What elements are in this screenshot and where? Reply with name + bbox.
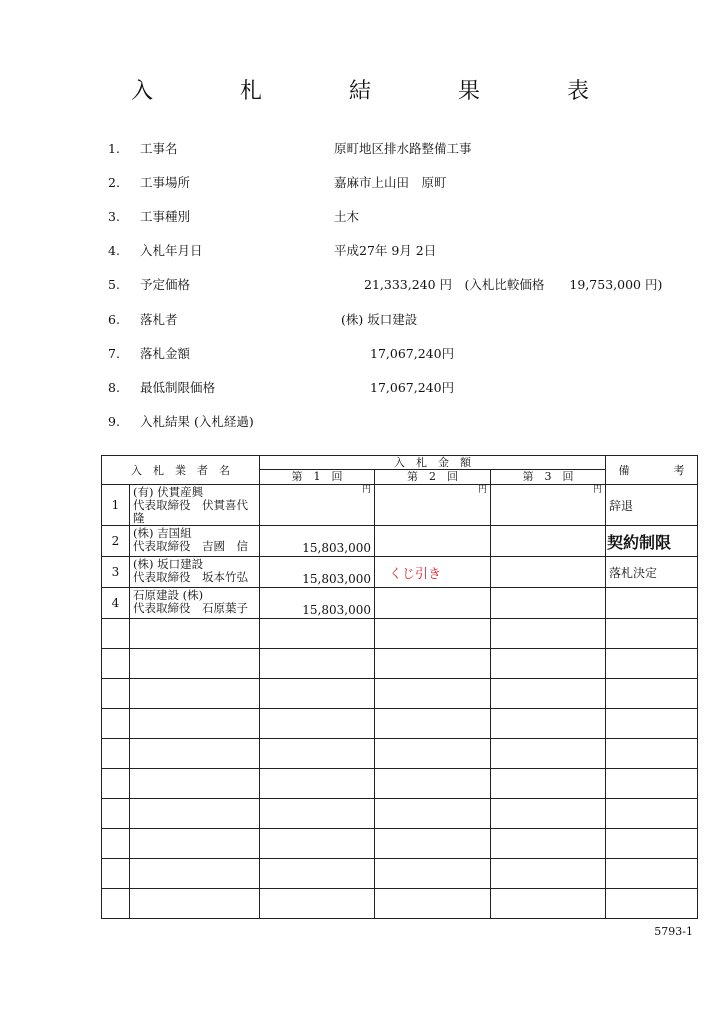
field-number: 5. [108, 277, 120, 292]
yen-unit: 円 [592, 485, 602, 495]
field-number: 8. [108, 380, 120, 395]
round-2-amount [375, 526, 491, 557]
yen-unit: 円 [477, 485, 487, 495]
company-name: (株) 吉国組 [133, 526, 192, 540]
field-value: 21,333,240 円 (入札比較価格 19,753,000 円) [364, 277, 663, 292]
field-value: 17,067,240円 [370, 380, 455, 395]
company-name: (株) 坂口建設 [133, 557, 204, 571]
table-row-empty [102, 739, 698, 769]
field-bid-results [108, 413, 254, 431]
note-cell: 辞退 [606, 485, 698, 526]
field-value: 土木 [334, 209, 360, 224]
bid-results-table [101, 455, 698, 919]
field-number: 6. [108, 312, 120, 327]
field-value: 17,067,240円 [370, 346, 455, 361]
table-row-empty [102, 829, 698, 859]
table-header-row [102, 456, 698, 470]
document-number: 5793-1 [654, 925, 693, 938]
field-value: 嘉麻市上山田 原町 [334, 175, 447, 190]
field-bid-date [108, 242, 437, 260]
table-row-empty [102, 709, 698, 739]
header-round-2: 第 2 回 [375, 470, 491, 485]
table-row-empty [102, 619, 698, 649]
header-bidder-name: 入 札 業 者 名 [102, 456, 260, 485]
field-construction-location [108, 174, 447, 192]
field-label: 入札年月日 [139, 243, 203, 258]
field-label: 落札金額 [139, 346, 191, 361]
header-round-3: 第 3 回 [491, 470, 606, 485]
field-label: 工事種別 [139, 209, 191, 224]
field-value: 平成27年 9月 2日 [334, 243, 437, 258]
lottery-note: くじ引き [375, 557, 491, 588]
table-row [102, 588, 698, 619]
round-1-amount: 15,803,000 [260, 557, 375, 588]
yen-unit: 円 [361, 485, 371, 495]
field-planned-price [108, 276, 663, 294]
representative: 代表取締役 吉國 信 [133, 539, 248, 553]
field-construction-type [108, 208, 360, 226]
field-winning-bidder [108, 311, 418, 329]
table-row [102, 526, 698, 557]
field-number: 3. [108, 209, 120, 224]
company-name: 石原建設 (株) [133, 588, 204, 602]
field-number: 1. [108, 141, 120, 156]
field-number: 9. [108, 414, 120, 429]
row-number: 1 [102, 485, 130, 526]
round-3-amount [491, 588, 606, 619]
table-row [102, 557, 698, 588]
representative: 代表取締役 伏貫喜代隆 [133, 498, 248, 525]
field-label: 最低制限価格 [139, 380, 216, 395]
note-cell: 落札決定 [606, 557, 698, 588]
table-row-empty [102, 649, 698, 679]
table-row-empty [102, 679, 698, 709]
note-cell: 契約制限 [606, 526, 698, 557]
field-label: 工事名 [139, 141, 178, 156]
round-3-amount [491, 485, 606, 526]
field-label: 予定価格 [139, 277, 191, 292]
note-cell [606, 588, 698, 619]
header-round-1: 第 1 回 [260, 470, 375, 485]
field-label: 工事場所 [139, 175, 191, 190]
field-minimum-price [108, 379, 455, 397]
field-number: 7. [108, 346, 120, 361]
round-3-amount [491, 557, 606, 588]
bidder-cell [130, 485, 260, 526]
bidder-cell [130, 588, 260, 619]
field-label: 落札者 [139, 312, 178, 327]
round-1-amount [260, 485, 375, 526]
round-2-amount [375, 485, 491, 526]
field-label: 入札結果 (入札経過) [139, 414, 254, 429]
page-title: 入 札 結 果 表 [131, 79, 629, 104]
table-row-empty [102, 889, 698, 919]
round-1-amount: 15,803,000 [260, 588, 375, 619]
row-number: 4 [102, 588, 130, 619]
header-notes: 備 考 [606, 456, 698, 485]
table-row [102, 485, 698, 526]
representative: 代表取締役 坂本竹弘 [133, 570, 248, 584]
representative: 代表取締役 石原葉子 [133, 601, 248, 615]
row-number: 3 [102, 557, 130, 588]
table-row-empty [102, 799, 698, 829]
bidder-cell [130, 557, 260, 588]
field-number: 4. [108, 243, 120, 258]
round-2-amount [375, 588, 491, 619]
header-bid-amount: 入 札 金 額 [260, 456, 606, 470]
bidder-cell [130, 526, 260, 557]
company-name: (有) 伏貫産興 [133, 485, 204, 499]
row-number: 2 [102, 526, 130, 557]
field-construction-name [108, 140, 472, 158]
field-winning-amount [108, 345, 455, 363]
round-1-amount: 15,803,000 [260, 526, 375, 557]
table-row-empty [102, 859, 698, 889]
field-number: 2. [108, 175, 120, 190]
field-value: 原町地区排水路整備工事 [334, 141, 472, 156]
field-value: (株) 坂口建設 [341, 312, 418, 327]
round-3-amount [491, 526, 606, 557]
table-row-empty [102, 769, 698, 799]
